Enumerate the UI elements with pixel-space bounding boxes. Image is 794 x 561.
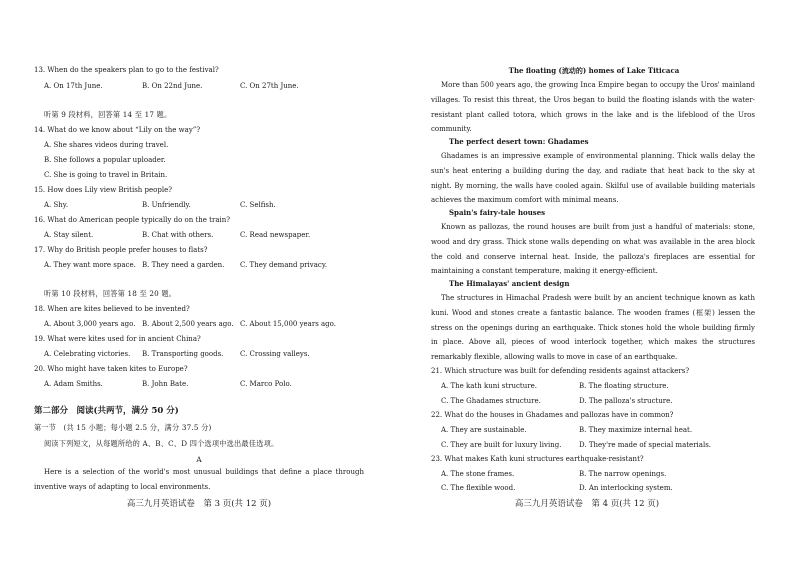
q20-option-c: C. Marco Polo. [240, 380, 292, 388]
page-footer-left: 高三九月英语试卷 第 3 页(共 12 页) [126, 499, 272, 509]
paragraph-pallozas: Known as pallozas, the round houses are built from just a handful of materials: stone, wood and dry grass. Thick stone walls depending on what was available in the area block the cold and conserve internal heat. Inside, the palloza's fireplaces are essential for maintaining a constant temperature, making it energy-efficient. [431, 223, 755, 276]
q21-option-d: D. The palloza's structure. [579, 397, 673, 405]
paragraph-himalayas: The structures in Himachal Pradesh were built by an ancient technique known as kath kuni. Wood and stones create a fantastic balance. The wooden frames (框架) lessen the stress on the openings during an earthquake. Thick stones hold the whole building firmly in place. Above all, pieces of wood interlock together, which makes the structures remarkably flexible, allowing walls to move in case of an earthquake. [431, 294, 755, 362]
passage-intro: Here is a selection of the world's most unusual buildings that define a place through inventive ways of adapting to local environments. [34, 468, 364, 491]
q19-option-a: A. Celebrating victories. [44, 350, 131, 358]
instruction-10: 听第 10 段材料，回答第 18 至 20 题。 [44, 289, 177, 298]
q17-option-c: C. They demand privacy. [240, 261, 328, 269]
q23-option-a: A. The stone frames. [441, 470, 515, 478]
right-page [397, 0, 794, 561]
q22-question: 22. What do the houses in Ghadames and pallozas have in common? [431, 411, 674, 419]
q15-option-b: B. Unfriendly. [142, 201, 191, 209]
q15-question: 15. How does Lily view British people? [34, 186, 172, 194]
heading-himalayas: The Himalayas' ancient design [449, 279, 570, 288]
heading-pallozas: Spain's fairy-tale houses [449, 208, 546, 217]
q22-option-a: A. They are sustainable. [441, 426, 527, 434]
q17-question: 17. Why do British people prefer houses to flats? [34, 246, 208, 254]
q15-option-c: C. Selfish. [240, 201, 276, 209]
q13-question: 13. When do the speakers plan to go to the festival? [34, 66, 219, 74]
q20-question: 20. Who might have taken kites to Europe? [34, 365, 188, 373]
q15-option-a: A. Shy. [44, 201, 69, 209]
heading-floating-homes: The floating (流动的) homes of Lake Titicaca [508, 66, 680, 75]
section-one-heading: 第一节 (共 15 小题；每小题 2.5 分，满分 37.5 分) [34, 423, 212, 432]
q18-option-a: A. About 3,000 years ago. [44, 320, 136, 328]
part-two-heading: 第二部分 阅读(共两节，满分 50 分) [34, 406, 179, 416]
heading-ghadames: The perfect desert town: Ghadames [449, 137, 589, 146]
q23-option-d: D. An interlocking system. [579, 484, 673, 492]
q19-option-c: C. Crossing valleys. [240, 350, 310, 358]
instruction-9: 听第 9 段材料，回答第 14 至 17 题。 [44, 110, 172, 119]
q21-question: 21. Which structure was built for defending residents against attackers? [431, 367, 690, 375]
q13-option-a: A. On 17th June. [44, 82, 103, 90]
paragraph-ghadames: Ghadames is an impressive example of environmental planning. Thick walls delay the sun's heat entering a building during the day, and radiate that heat back to the sky at night. By morning, the walls have cooled again. Skilful use of available building materials achieves the maximum comfort with minimal means. [431, 152, 755, 205]
q14-option-b: B. She follows a popular uploader. [44, 156, 166, 164]
q14-question: 14. What do we know about “Lily on the way”? [34, 126, 201, 134]
q20-option-a: A. Adam Smiths. [44, 380, 103, 388]
q16-option-c: C. Read newspaper. [240, 231, 311, 239]
q21-option-b: B. The floating structure. [579, 382, 669, 390]
q19-question: 19. What were kites used for in ancient China? [34, 335, 201, 343]
q22-option-b: B. They maximize internal heat. [579, 426, 693, 434]
q18-question: 18. When are kites believed to be invented? [34, 305, 190, 313]
page-footer-right: 高三九月英语试卷 第 4 页(共 12 页) [514, 499, 660, 509]
q22-option-c: C. They are built for luxury living. [441, 441, 562, 449]
passage-letter: A [196, 455, 202, 464]
q17-option-a: A. They want more space. [44, 261, 136, 269]
q16-option-b: B. Chat with others. [142, 231, 214, 239]
q14-option-c: C. She is going to travel in Britain. [44, 171, 168, 179]
q16-option-a: A. Stay silent. [44, 231, 94, 239]
q13-option-c: C. On 27th June. [240, 82, 299, 90]
q21-option-c: C. The Ghadames structure. [441, 397, 541, 405]
q22-option-d: D. They're made of special materials. [579, 441, 712, 449]
q20-option-b: B. John Bate. [142, 380, 189, 388]
q18-option-c: C. About 15,000 years ago. [240, 320, 336, 328]
section-one-instruction: 阅读下列短文，从每题所给的 A、B、C、D 四个选项中选出最佳选项。 [44, 439, 279, 448]
paragraph-floating-homes: More than 500 years ago, the growing Inca Empire began to occupy the Uros' mainland villages. To resist this threat, the Uros began to build the floating islands with the water-resistant plant called totora, which grows in the lake and is the lifeblood of the Uros community. [431, 81, 755, 134]
q23-option-b: B. The narrow openings. [579, 470, 667, 478]
q13-option-b: B. On 22nd June. [142, 82, 203, 90]
q23-question: 23. What makes Kath kuni structures earthquake-resistant? [431, 455, 644, 463]
q17-option-b: B. They need a garden. [142, 261, 225, 269]
q18-option-b: B. About 2,500 years ago. [142, 320, 234, 328]
q14-option-a: A. She shares videos during travel. [44, 141, 169, 149]
q16-question: 16. What do American people typically do on the train? [34, 216, 230, 224]
q23-option-c: C. The flexible wood. [441, 484, 516, 492]
q21-option-a: A. The kath kuni structure. [441, 382, 537, 390]
q19-option-b: B. Transporting goods. [142, 350, 224, 358]
